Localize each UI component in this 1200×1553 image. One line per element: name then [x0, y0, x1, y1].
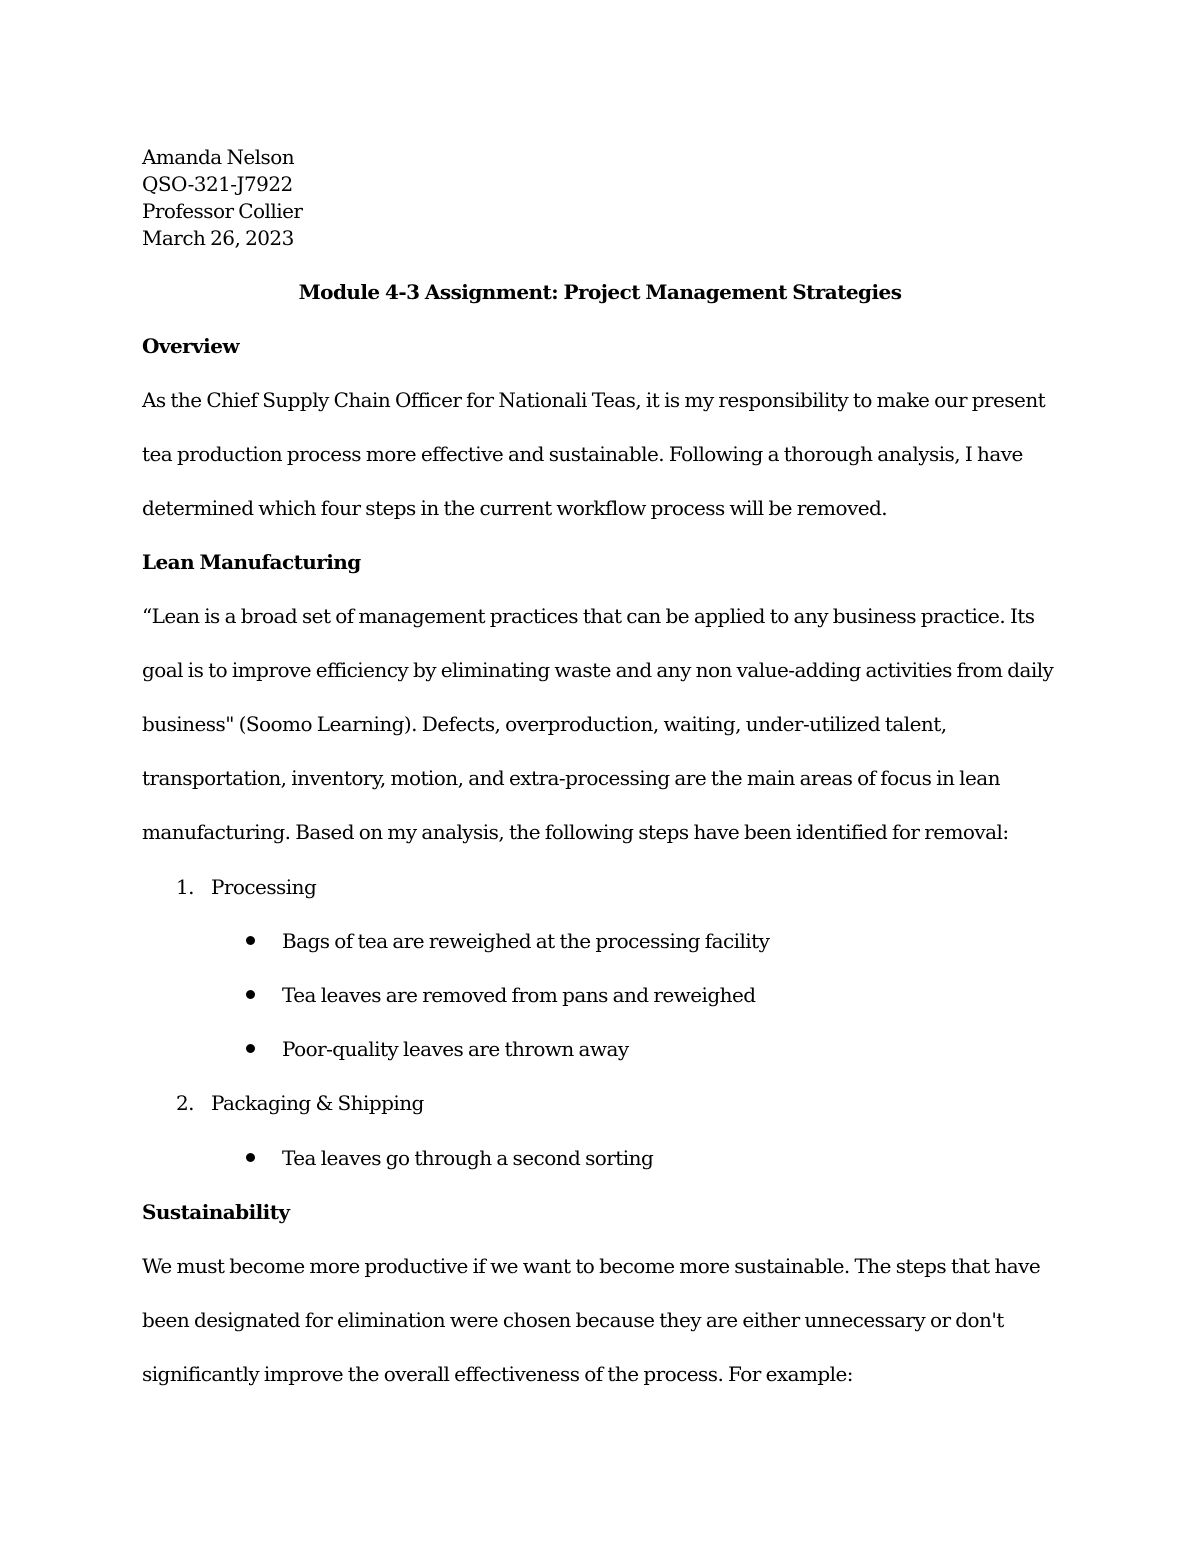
- sustainability-line: significantly improve the overall effectiveness of the process. For example:: [142, 1362, 853, 1386]
- overview-line: determined which four steps in the current workflow process will be removed.: [142, 496, 888, 520]
- lean-line: business" (Soomo Learning). Defects, overproduction, waiting, under-utilized talent,: [142, 712, 947, 736]
- step-number: 2.: [176, 1091, 194, 1115]
- step-label: Packaging & Shipping: [211, 1091, 424, 1115]
- list-item: Tea leaves go through a second sorting: [282, 1146, 654, 1170]
- list-item: Tea leaves are removed from pans and reweighed: [282, 983, 756, 1007]
- step-label: Processing: [211, 875, 317, 899]
- lean-line: transportation, inventory, motion, and extra-processing are the main areas of focus in lean: [142, 766, 1000, 790]
- professor-name: Professor Collier: [142, 199, 303, 223]
- lean-line: “Lean is a broad set of management practices that can be applied to any business practice. Its: [142, 604, 1035, 628]
- lean-line: goal is to improve efficiency by eliminating waste and any non value-adding activities from daily: [142, 658, 1054, 682]
- sustainability-line: been designated for elimination were chosen because they are either unnecessary or don't: [142, 1308, 1004, 1332]
- document-date: March 26, 2023: [142, 226, 294, 250]
- document-title: Module 4-3 Assignment: Project Management Strategies: [298, 280, 902, 304]
- overview-heading: Overview: [142, 334, 240, 358]
- bullet-icon: [246, 1153, 255, 1162]
- overview-line: tea production process more effective and sustainable. Following a thorough analysis, I have: [142, 442, 1023, 466]
- overview-line: As the Chief Supply Chain Officer for Nationali Teas, it is my responsibility to make our present: [142, 388, 1046, 412]
- lean-line: manufacturing. Based on my analysis, the following steps have been identified for removal:: [142, 820, 1009, 844]
- bullet-icon: [246, 936, 255, 945]
- sustainability-heading: Sustainability: [142, 1200, 290, 1224]
- list-item: Poor-quality leaves are thrown away: [282, 1037, 629, 1061]
- bullet-icon: [246, 1044, 255, 1053]
- step-number: 1.: [176, 875, 194, 899]
- lean-heading: Lean Manufacturing: [142, 550, 361, 574]
- sustainability-line: We must become more productive if we want to become more sustainable. The steps that have: [142, 1254, 1041, 1278]
- course-code: QSO-321-J7922: [142, 172, 293, 196]
- author-name: Amanda Nelson: [142, 145, 295, 169]
- bullet-icon: [246, 990, 255, 999]
- list-item: Bags of tea are reweighed at the processing facility: [282, 929, 770, 953]
